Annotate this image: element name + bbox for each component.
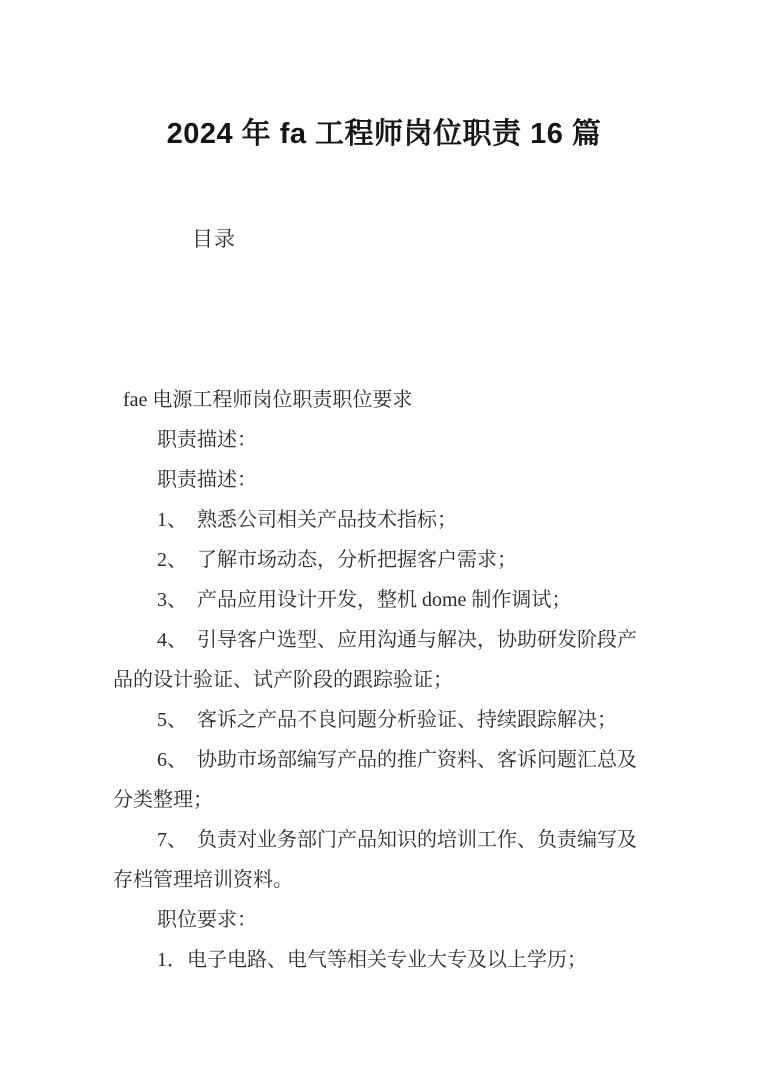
toc-heading: 目录 bbox=[192, 227, 236, 251]
duty-item-7: 7、 负责对业务部门产品知识的培训工作、负责编写及存档管理培训资料。 bbox=[113, 829, 637, 891]
section-heading: fae 电源工程师岗位职责职位要求 bbox=[123, 389, 413, 411]
duty-item-1: 1、 熟悉公司相关产品技术指标； bbox=[157, 509, 457, 531]
duty-description-label-2: 职责描述： bbox=[157, 469, 257, 491]
duty-item-2: 2、 了解市场动态，分析把握客户需求； bbox=[157, 549, 517, 571]
duty-item-5: 5、 客诉之产品不良问题分析验证、持续跟踪解决； bbox=[157, 709, 617, 731]
requirement-item-1: 1．电子电路、电气等相关专业大专及以上学历； bbox=[157, 949, 587, 971]
duty-item-4: 4、 引导客户选型、应用沟通与解决，协助研发阶段产品的设计验证、试产阶段的跟踪验证； bbox=[113, 629, 637, 691]
duty-description-label-1: 职责描述： bbox=[157, 429, 257, 451]
duty-item-6: 6、 协助市场部编写产品的推广资料、客诉问题汇总及分类整理； bbox=[113, 749, 637, 811]
document-body bbox=[113, 380, 655, 980]
document-title: 2024 年 fa 工程师岗位职责 16 篇 bbox=[166, 118, 602, 150]
requirements-label: 职位要求： bbox=[157, 909, 257, 931]
duty-item-3: 3、 产品应用设计开发，整机 dome 制作调试； bbox=[157, 589, 572, 611]
